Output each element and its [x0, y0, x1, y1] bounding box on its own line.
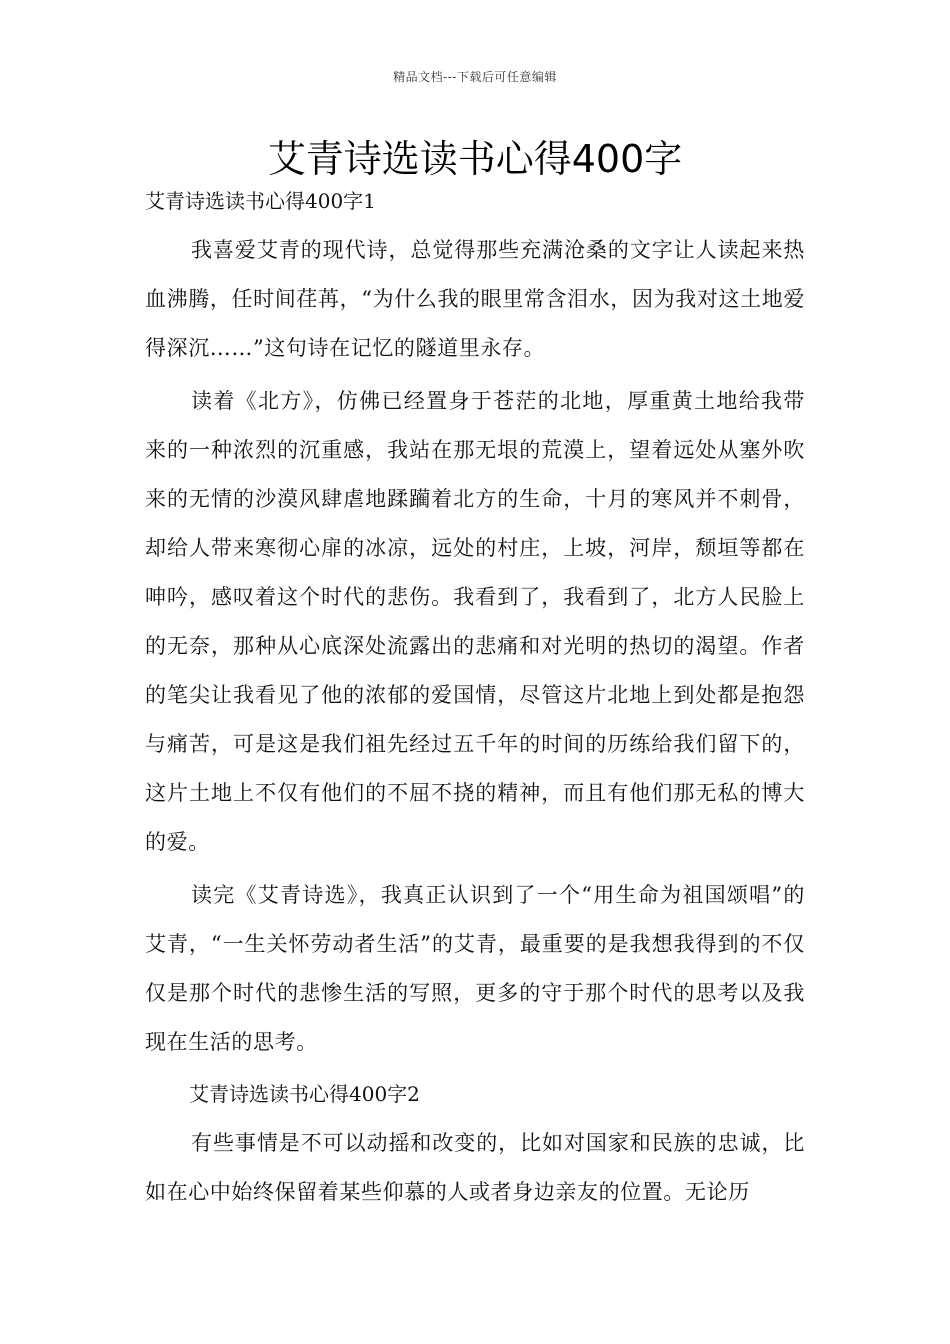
paragraph: 我喜爱艾青的现代诗，总觉得那些充满沧桑的文字让人读起来热血沸腾，任时间荏苒，“为什么我的眼里常含泪水，因为我对这土地爱得深沉……”这句诗在记忆的隧道里永存。: [145, 238, 805, 360]
document-title: 艾青诗选读书心得400字: [267, 137, 683, 181]
document-body: [145, 180, 805, 1217]
section-heading-2: 艾青诗选读书心得400字2: [189, 1082, 420, 1106]
header-note: 精品文档---下载后可任意编辑: [393, 70, 557, 84]
paragraph: 读着《北方》，仿佛已经置身于苍茫的北地，厚重黄土地给我带来的一种浓烈的沉重感，我站在那无垠的荒漠上，望着远处从塞外吹来的无情的沙漠风肆虐地蹂躏着北方的生命，十月的寒风并不刺骨，却给人带来寒彻心扉的冰凉，远处的村庄，上坡，河岸，颓垣等都在呻吟，感叹着这个时代的悲伤。我看到了，我看到了，北方人民脸上的无奈，那种从心底深处流露出的悲痛和对光明的热切的渴望。作者的笔尖让我看见了他的浓郁的爱国情，尽管这片北地上到处都是抱怨与痛苦，可是这是我们祖先经过五千年的时间的历练给我们留下的，这片土地上不仅有他们的不屈不挠的精神，而且有他们那无私的博大的爱。: [145, 389, 805, 854]
paragraph: 有些事情是不可以动摇和改变的，比如对国家和民族的忠诚，比如在心中始终保留着某些仰慕的人或者身边亲友的位置。无论历: [145, 1131, 805, 1204]
paragraph: 读完《艾青诗选》，我真正认识到了一个“用生命为祖国颂唱”的艾青，“一生关怀劳动者生活”的艾青，最重要的是我想我得到的不仅仅是那个时代的悲惨生活的写照，更多的守于那个时代的思考以及我现在生活的思考。: [145, 883, 805, 1054]
section-heading-1: 艾青诗选读书心得400字1: [145, 189, 376, 213]
